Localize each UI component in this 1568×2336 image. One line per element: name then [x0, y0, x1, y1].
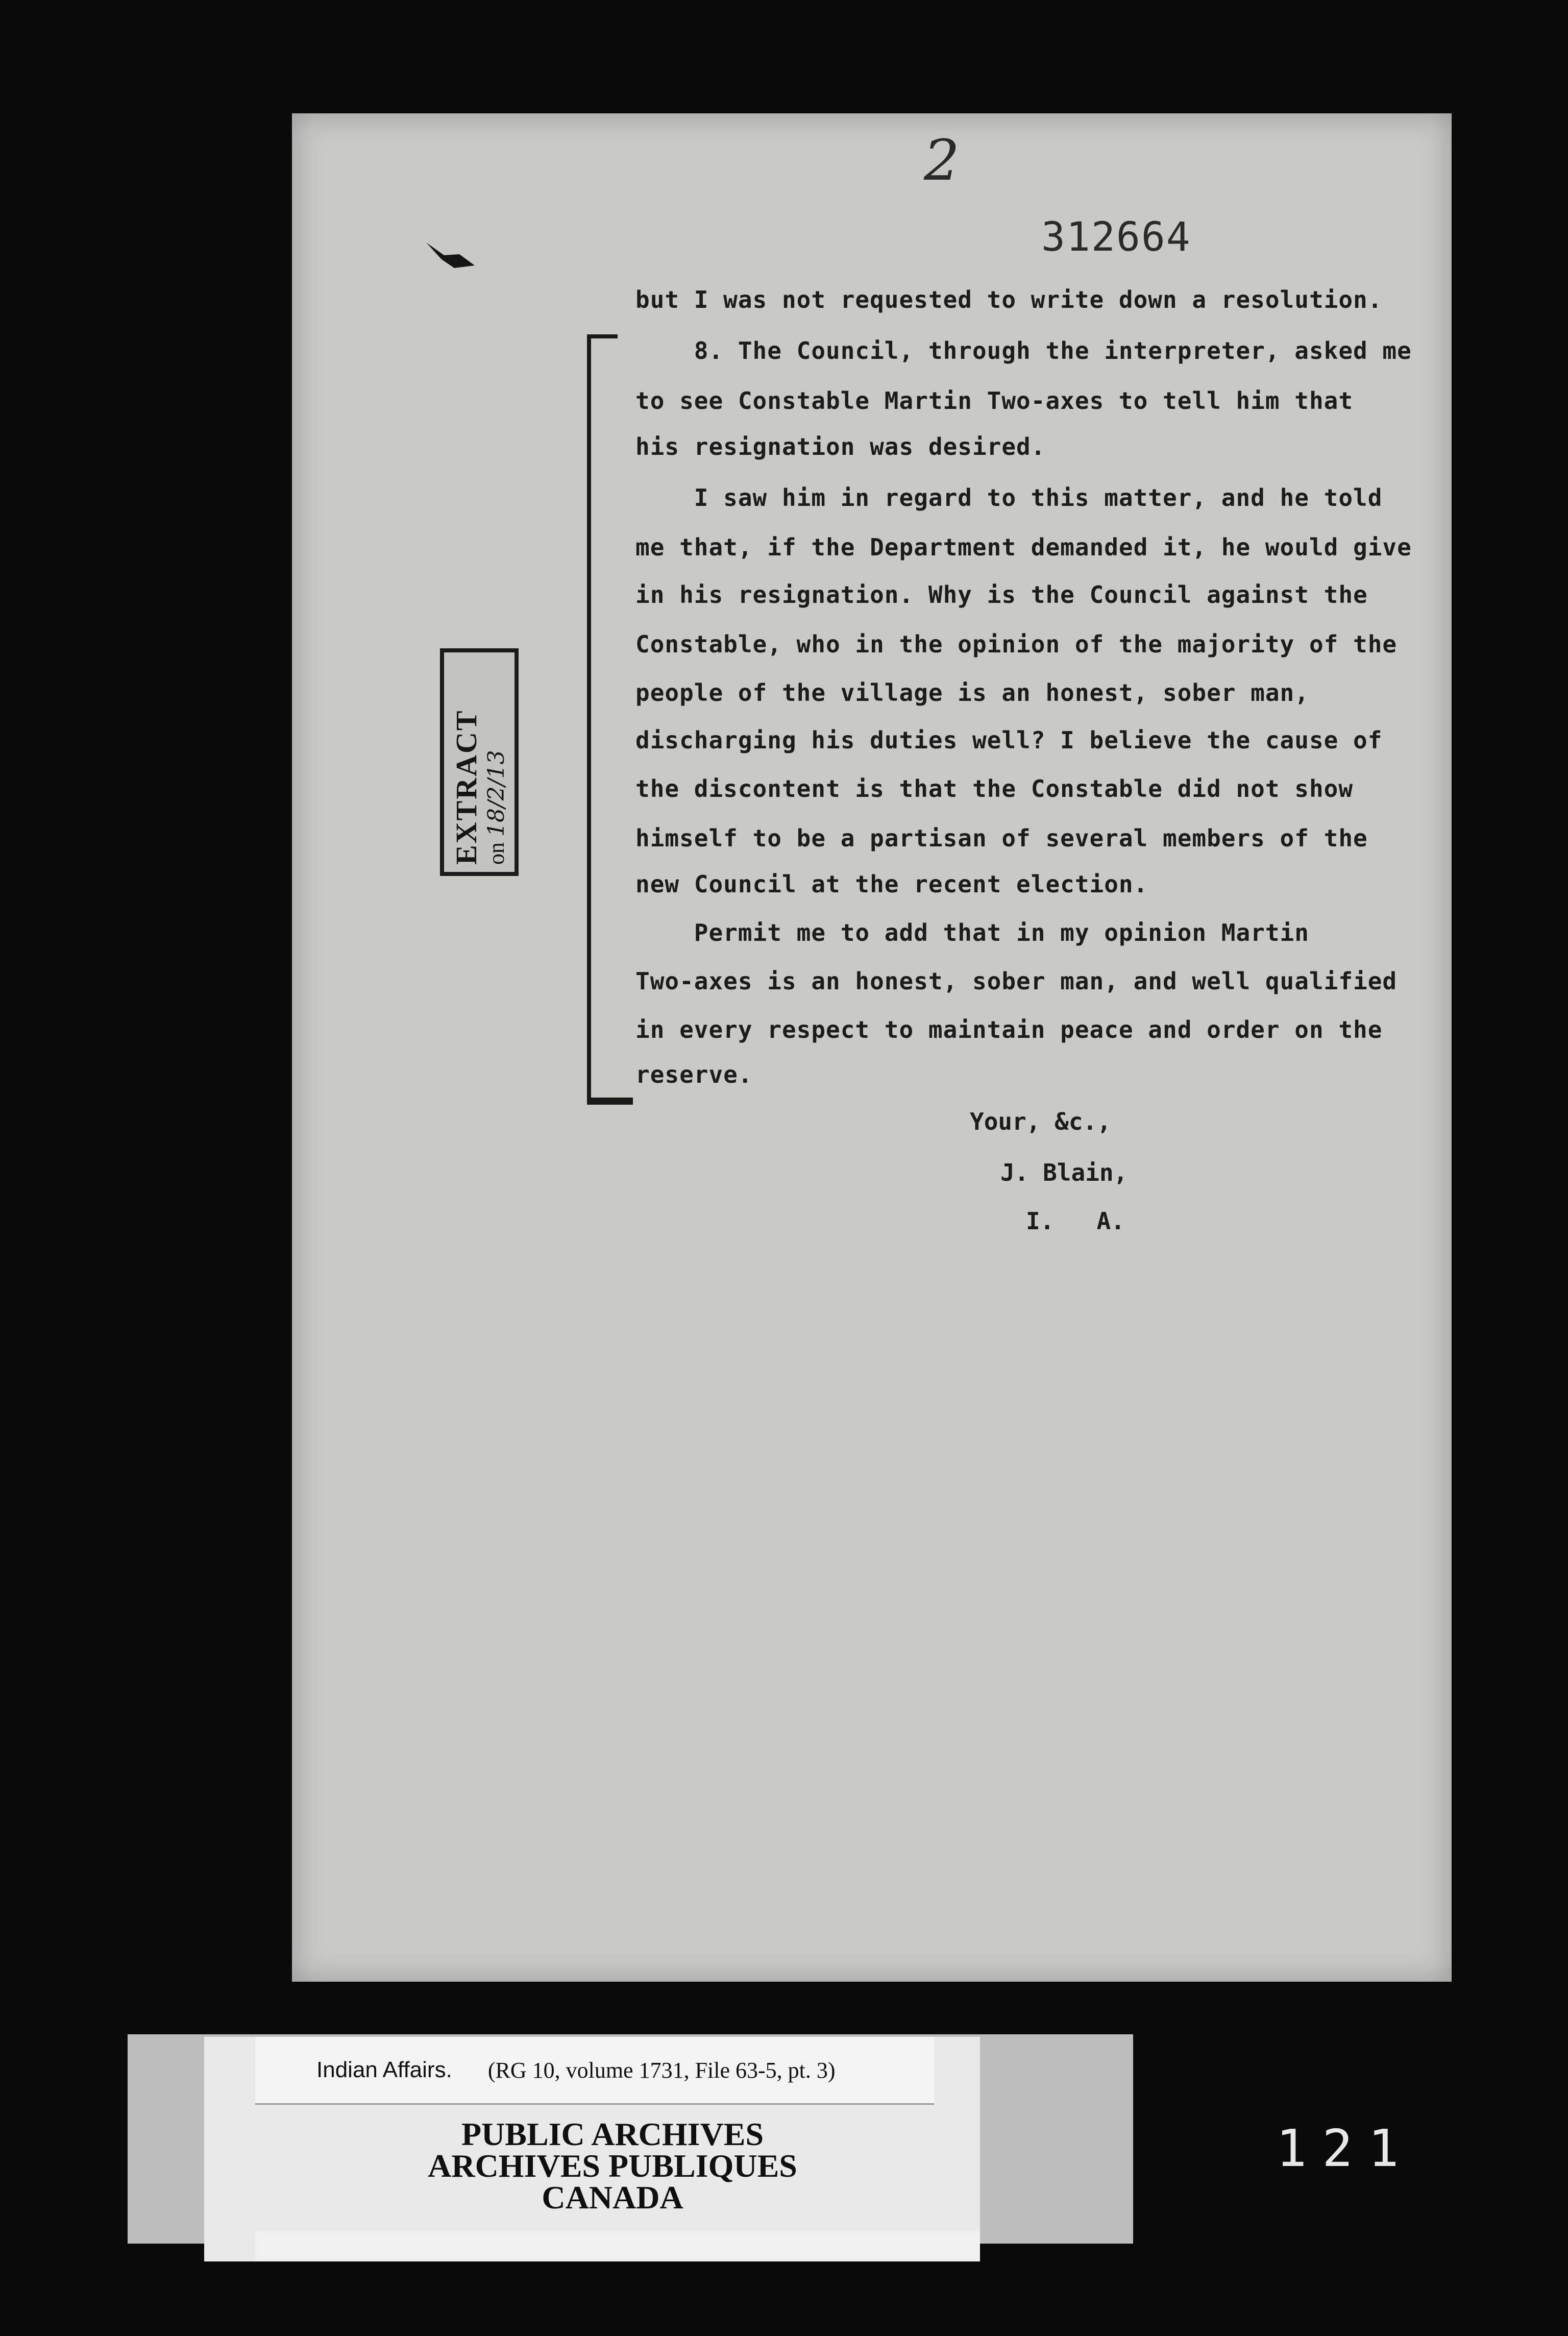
signature-name: J. Blain,	[1000, 1159, 1128, 1186]
closing-line: Your, &c.,	[970, 1108, 1111, 1135]
archive-title	[357, 2116, 868, 2216]
body-line: new Council at the recent election.	[635, 870, 1148, 898]
body-line: in every respect to maintain peace and order on the	[635, 1016, 1383, 1043]
stamp-handwritten-date: 18/2/13	[483, 750, 509, 837]
margin-bracket-bottom	[587, 1098, 633, 1105]
margin-tick-icon	[424, 240, 480, 271]
extract-stamp	[440, 648, 519, 876]
body-line: people of the village is an honest, sober man,	[635, 679, 1309, 707]
body-line: his resignation was desired.	[635, 433, 1046, 460]
accession-number: 312664	[1041, 214, 1191, 260]
page-number: 2	[924, 128, 960, 193]
body-line: the discontent is that the Constable did not show	[635, 775, 1354, 802]
body-line: I saw him in regard to this matter, and he told	[635, 484, 1383, 512]
stamp-date-line	[483, 652, 509, 865]
body-line: in his resignation. Why is the Council against the	[635, 581, 1368, 609]
stamp-title: EXTRACT	[450, 709, 483, 865]
archive-reference-bar	[255, 2037, 934, 2105]
body-line: Two-axes is an honest, sober man, and well qualified	[635, 967, 1398, 995]
body-line: 8. The Council, through the interpreter, asked me	[635, 337, 1412, 364]
archive-title-line: CANADA	[542, 2179, 683, 2216]
signature-title: I. A.	[1026, 1207, 1125, 1235]
archive-label-bottom	[255, 2231, 980, 2261]
body-line: Permit me to add that in my opinion Martin	[635, 919, 1309, 946]
body-line: but I was not requested to write down a resolution.	[635, 286, 1383, 313]
body-line: discharging his duties well? I believe the cause of	[635, 726, 1383, 754]
archive-title-line: PUBLIC ARCHIVES	[461, 2116, 764, 2152]
frame-number: 121	[1276, 2119, 1414, 2178]
archive-title-line: ARCHIVES PUBLIQUES	[428, 2148, 797, 2184]
margin-bracket	[587, 337, 627, 1103]
body-line: reserve.	[635, 1061, 753, 1088]
stamp-prefix: on	[484, 842, 509, 865]
body-line: Constable, who in the opinion of the majority of the	[635, 630, 1398, 658]
body-line: himself to be a partisan of several members of the	[635, 824, 1368, 852]
archive-department: Indian Affairs.	[316, 2057, 452, 2082]
body-line: to see Constable Martin Two-axes to tell him that	[635, 387, 1354, 415]
archive-reference: (RG 10, volume 1731, File 63-5, pt. 3)	[487, 2057, 836, 2083]
body-line: me that, if the Department demanded it, he would give	[635, 533, 1412, 561]
